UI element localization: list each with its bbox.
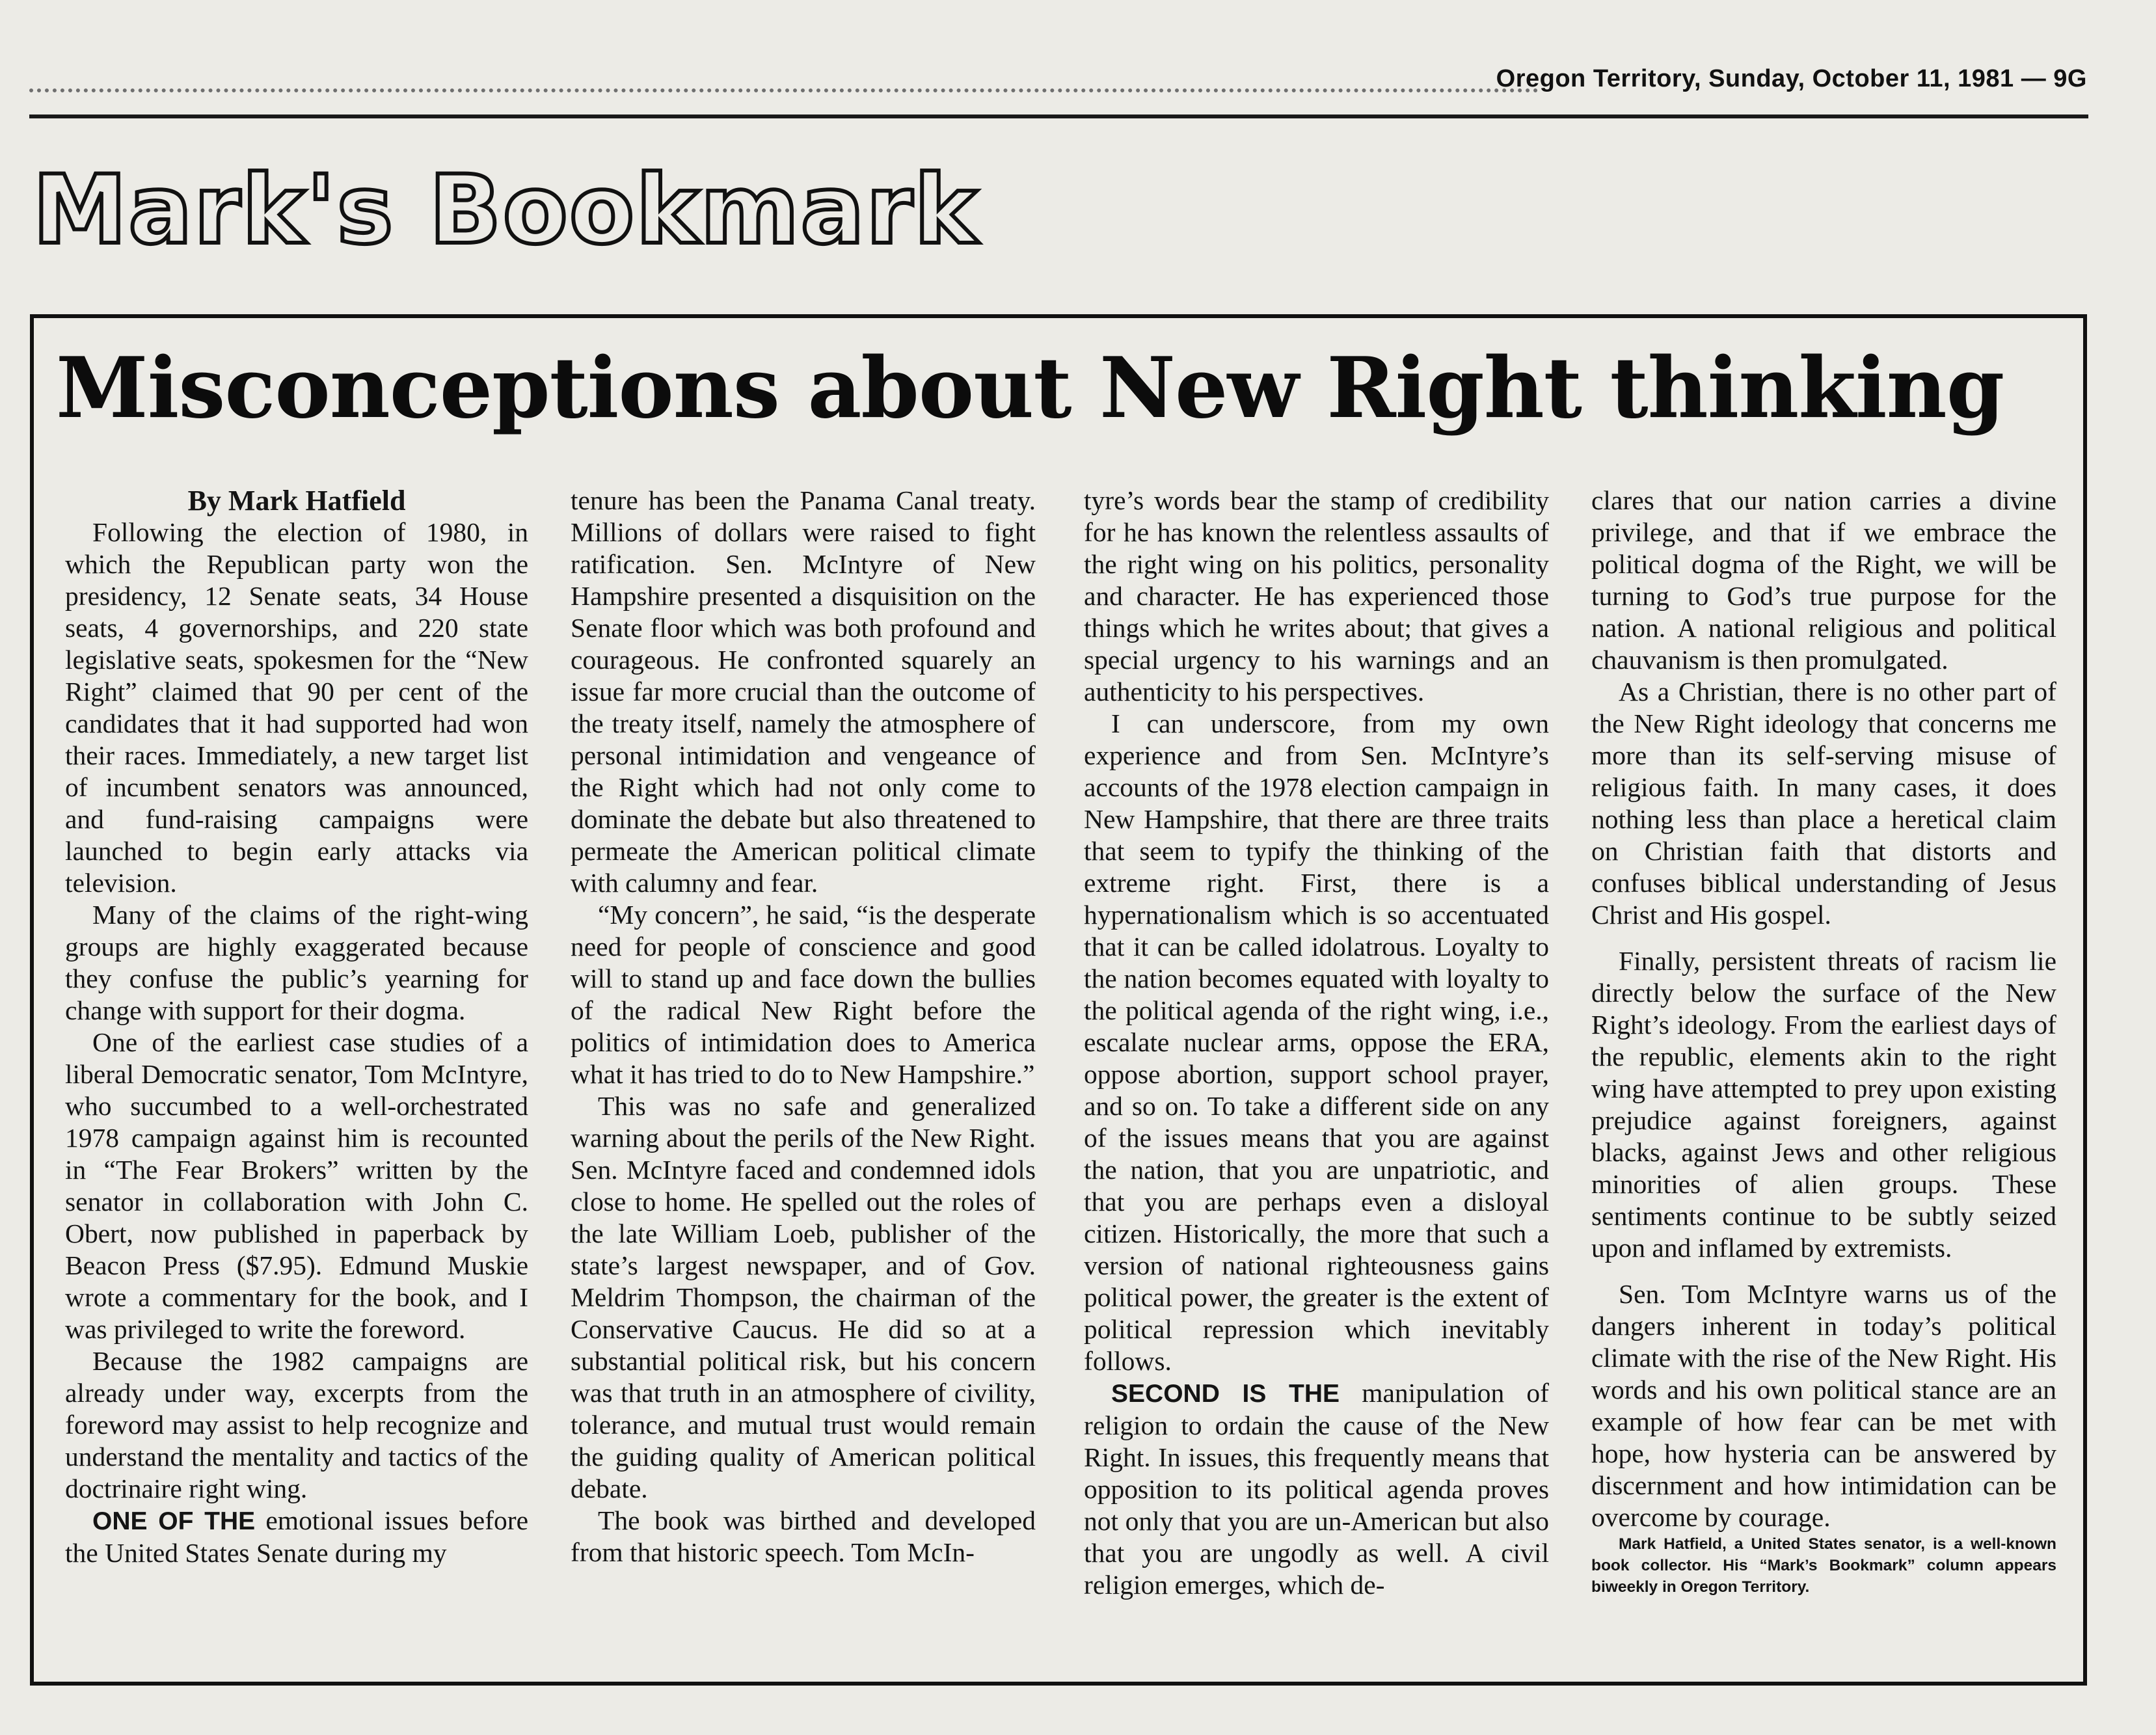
- dateline: Oregon Territory, Sunday, October 11, 1981 — 9G: [1496, 65, 2087, 92]
- paragraph: Because the 1982 campaigns are already under way, excerpts from the foreword may assist to help recognize and understand the mentality and tactics of the doctrinaire right wing.: [65, 1346, 528, 1503]
- paragraph: [65, 1505, 528, 1569]
- article-columns: [65, 485, 2056, 1649]
- column-title: Mark's Bookmark: [33, 155, 979, 265]
- paragraph: clares that our nation carries a divine privilege, and that if we embrace the political dogma of the Right, we will be turning to God’s true purpose for the nation. A national religious and political chauvanism is then promulgated.: [1591, 485, 2056, 675]
- article-column-2: [571, 485, 1036, 1649]
- paragraph: tenure has been the Panama Canal treaty. Millions of dollars were raised to fight ratification. Sen. McIntyre of New Hampshire presented a disquisition on the Senate floor which was both profound and courageous. He confronted squarely an issue far more crucial than the outcome of the treaty itself, namely the atmosphere of personal intimidation and vengeance of the Right which had not only come to dominate the debate but also threatened to permeate the American political climate with calumny and fear.: [571, 485, 1036, 898]
- paragraph: “My concern”, he said, “is the desperate need for people of conscience and good will to stand up and face down the bullies of the radical New Right before the politics of intimidation does to America what it has tried to do to New Hampshire.”: [571, 900, 1036, 1089]
- paragraph-lead-in: SECOND IS THE: [1111, 1380, 1340, 1408]
- header-rule: [29, 114, 2088, 118]
- paragraph: As a Christian, there is no other part of the New Right ideology that concerns me more than its self-serving misuse of religious faith. In many cases, it does nothing less than place a heretical claim on Christian faith that distorts and confuses biblical understanding of Jesus Christ and His gospel.: [1591, 677, 2056, 930]
- article-column-3: [1084, 485, 1549, 1649]
- paragraph-lead-in: ONE OF THE: [92, 1507, 256, 1535]
- paragraph: Many of the claims of the right-wing groups are highly exaggerated because they confuse the public’s yearning for change with support for their dogma.: [65, 900, 528, 1025]
- header-dotted-rule: [29, 88, 1539, 92]
- paragraph: Sen. Tom McIntyre warns us of the dangers inherent in today’s political climate with the rise of the New Right. His words and his own political stance are an example of how fear can be met with hope, how hysteria can be answered by discernment and how intimidation can be overcome by courage.: [1591, 1279, 2056, 1532]
- paragraph: This was no safe and generalized warning about the perils of the New Right. Sen. McIntyre faced and condemned idols close to home. He spelled out the roles of the late William Loeb, publisher of the state’s largest newspaper, and of Gov. Meldrim Thompson, the chairman of the Conservative Caucus. He did so at a substantial political risk, but his concern was that truth in an atmosphere of civility, tolerance, and mutual trust would remain the guiding quality of American political debate.: [571, 1091, 1036, 1503]
- paragraph: Finally, persistent threats of racism lie directly below the surface of the New Right’s ideology. From the earliest days of the republic, elements akin to the right wing have attempted to prey upon existing prejudice against foreigners, against blacks, against Jews and other religious minorities of alien groups. These sentiments continue to be subtly seized upon and inflamed by extremists.: [1591, 946, 2056, 1263]
- paragraph: One of the earliest case studies of a liberal Democratic senator, Tom McIntyre, who succumbed to a well-orchestrated 1978 campaign against him is recounted in “The Fear Brokers” written by the senator in collaboration with John C. Obert, now published in paperback by Beacon Press ($7.95). Edmund Muskie wrote a commentary for the book, and I was privileged to write the foreword.: [65, 1027, 528, 1344]
- headline: Misconceptions about New Right thinking: [56, 340, 2004, 437]
- article-column-4: [1591, 485, 2056, 1649]
- byline: By Mark Hatfield: [187, 485, 406, 517]
- paragraph: [1084, 1377, 1549, 1601]
- paragraph-text: emotional issues before the United States Senate during my: [65, 1505, 528, 1568]
- author-tagline: Mark Hatfield, a United States senator, is a well-known book collector. His “Mark’s Bookmark” column appears biweekly in Oregon Territory.: [1591, 1535, 2056, 1596]
- paragraph: I can underscore, from my own experience and from Sen. McIntyre’s accounts of the 1978 election campaign in New Hampshire, that there are three traits that seem to typify the thinking of the extreme right. First, there is a hypernationalism which is so accentuated that it can be called idolatrous. Loyalty to the nation becomes equated with loyalty to the political agenda of the right wing, i.e., escalate nuclear arms, oppose the ERA, oppose abortion, support school prayer, and so on. To take a different side on any of the issues means that you are against the nation, that you are unpatriotic, and that you are perhaps even a disloyal citizen. Historically, the more that such a version of national righteousness gains political power, the greater is the extent of political repression which inevitably follows.: [1084, 708, 1549, 1376]
- paragraph: tyre’s words bear the stamp of credibility for he has known the relentless assaults of the right wing on his politics, personality and character. He has experienced those things which he writes about; that gives a special urgency to his warnings and an authenticity to his perspectives.: [1084, 485, 1549, 706]
- paragraph: Following the election of 1980, in which the Republican party won the presidency, 12 Senate seats, 34 House seats, 4 governorships, and 220 state legislative seats, spokesmen for the “New Right” claimed that 90 per cent of the candidates that it had supported had won their races. Immediately, a new target list of incumbent senators was announced, and fund-raising campaigns were launched to begin early attacks via television.: [65, 517, 528, 898]
- article-column-1: [65, 485, 528, 1649]
- paragraph: The book was birthed and developed from that historic speech. Tom McIn-: [571, 1505, 1036, 1567]
- paragraph-text: manipulation of religion to ordain the cause of the New Right. In issues, this frequently means that opposition to its political agenda proves not only that you are un-American but also that you are ungodly as well. A civil religion emerges, which de-: [1084, 1378, 1549, 1600]
